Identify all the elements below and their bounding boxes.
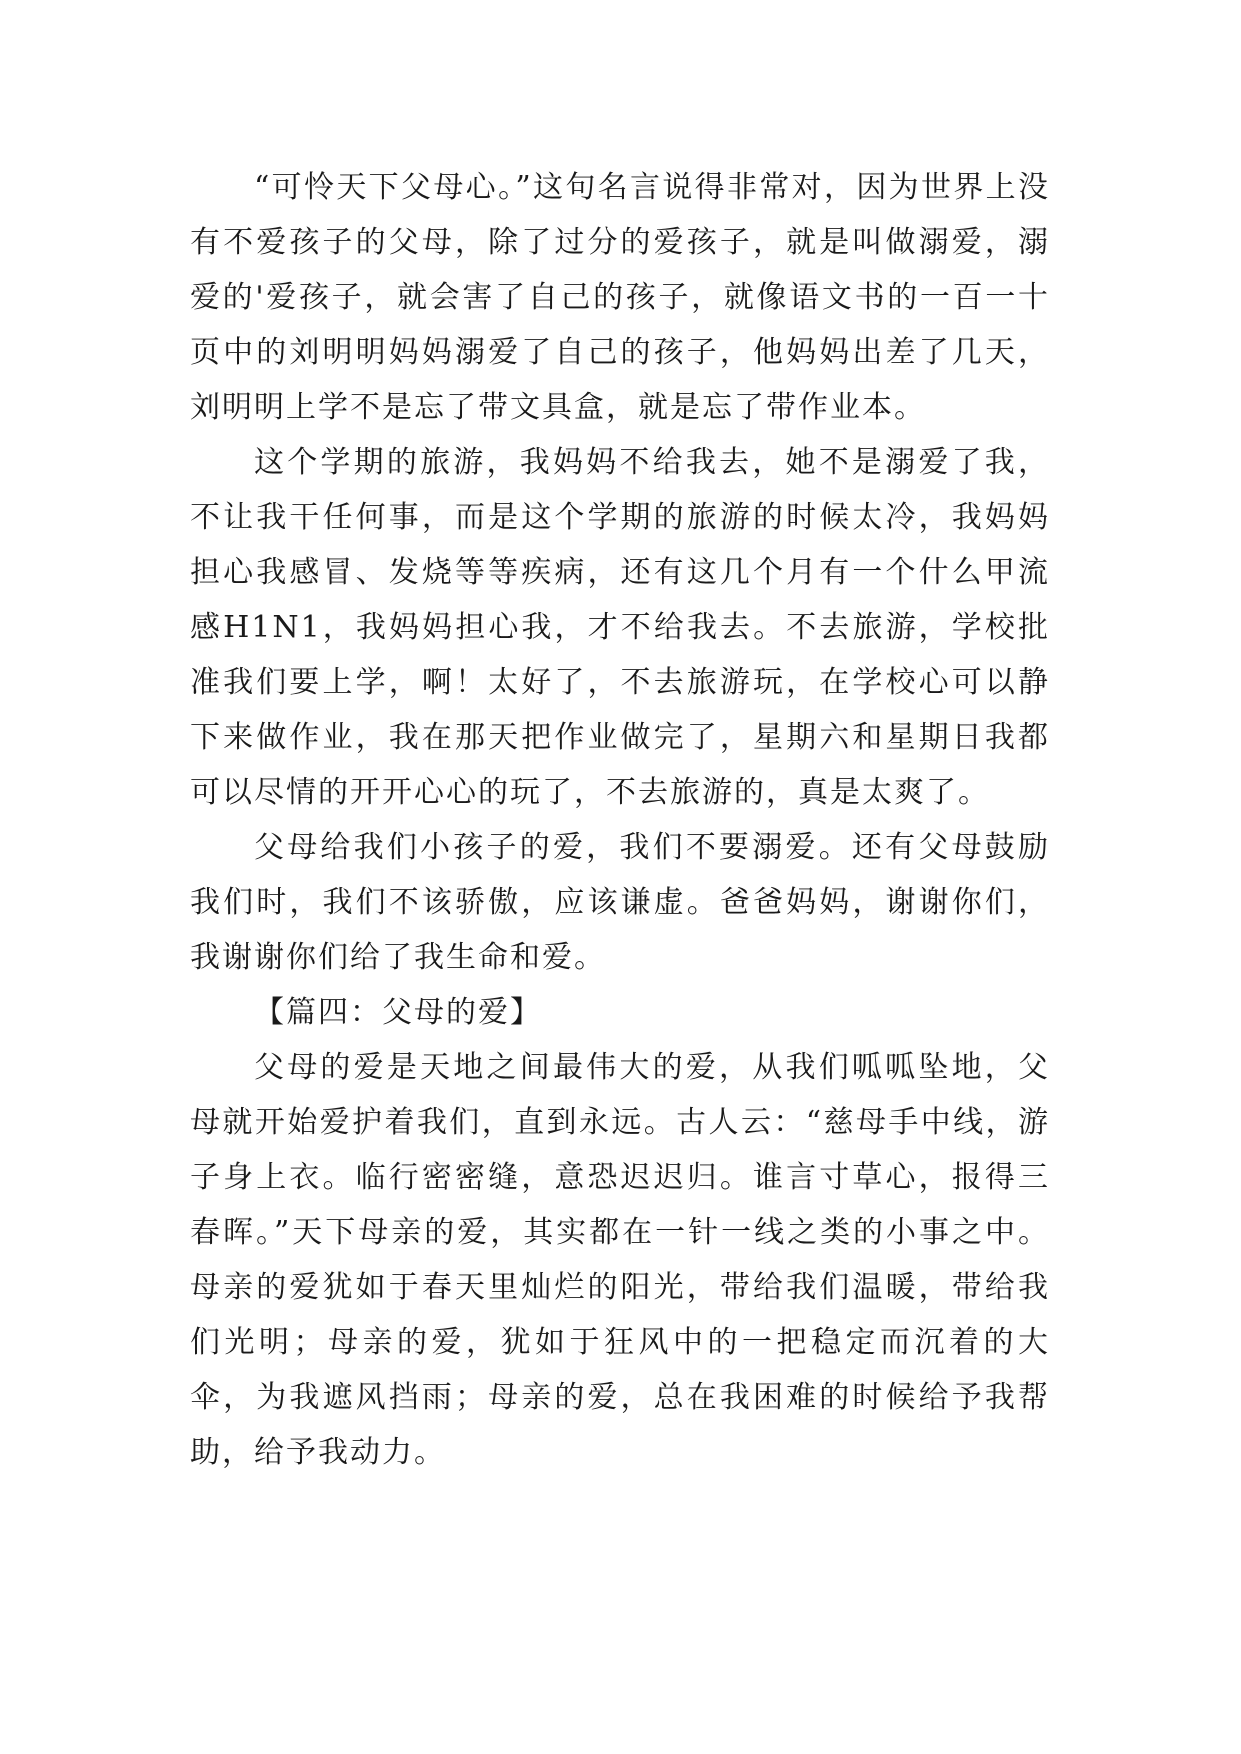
section-paragraph-1: 父母的爱是天地之间最伟大的爱，从我们呱呱坠地，父母就开始爱护着我们，直到永远。古人云：“慈母手中线，游子身上衣。临行密密缝，意恐迟迟归。谁言寸草心，报得三春晖。”天下母亲的爱，其实都在一针一线之类的小事之中。母亲的爱犹如于春天里灿烂的阳光，带给我们温暖，带给我们光明；母亲的爱，犹如于狂风中的一把稳定而沉着的大伞，为我遮风挡雨；母亲的爱，总在我困难的时候给予我帮助，给予我动力。 [190,1050,1050,1470]
paragraph-3: 父母给我们小孩子的爱，我们不要溺爱。还有父母鼓励我们时，我们不该骄傲，应该谦虚。爸爸妈妈，谢谢你们，我谢谢你们给了我生命和爱。 [190,830,1050,975]
paragraph-1: “可怜天下父母心。”这句名言说得非常对，因为世界上没有不爱孩子的父母，除了过分的爱孩子，就是叫做溺爱，溺爱的'爱孩子，就会害了自己的孩子，就像语文书的一百一十页中的刘明明妈妈溺爱了自己的孩子，他妈妈出差了几天，刘明明上学不是忘了带文具盒，就是忘了带作业本。 [190,170,1050,425]
article-body [190,160,1050,1480]
paragraph-2: 这个学期的旅游，我妈妈不给我去，她不是溺爱了我，不让我干任何事，而是这个学期的旅游的时候太冷，我妈妈担心我感冒、发烧等等疾病，还有这几个月有一个什么甲流感H1N1，我妈妈担心我，才不给我去。不去旅游，学校批准我们要上学，啊！太好了，不去旅游玩，在学校心可以静下来做作业，我在那天把作业做完了，星期六和星期日我都可以尽情的开开心心的玩了，不去旅游的，真是太爽了。 [190,445,1050,810]
section-heading: 【篇四：父母的爱】 [254,995,542,1030]
